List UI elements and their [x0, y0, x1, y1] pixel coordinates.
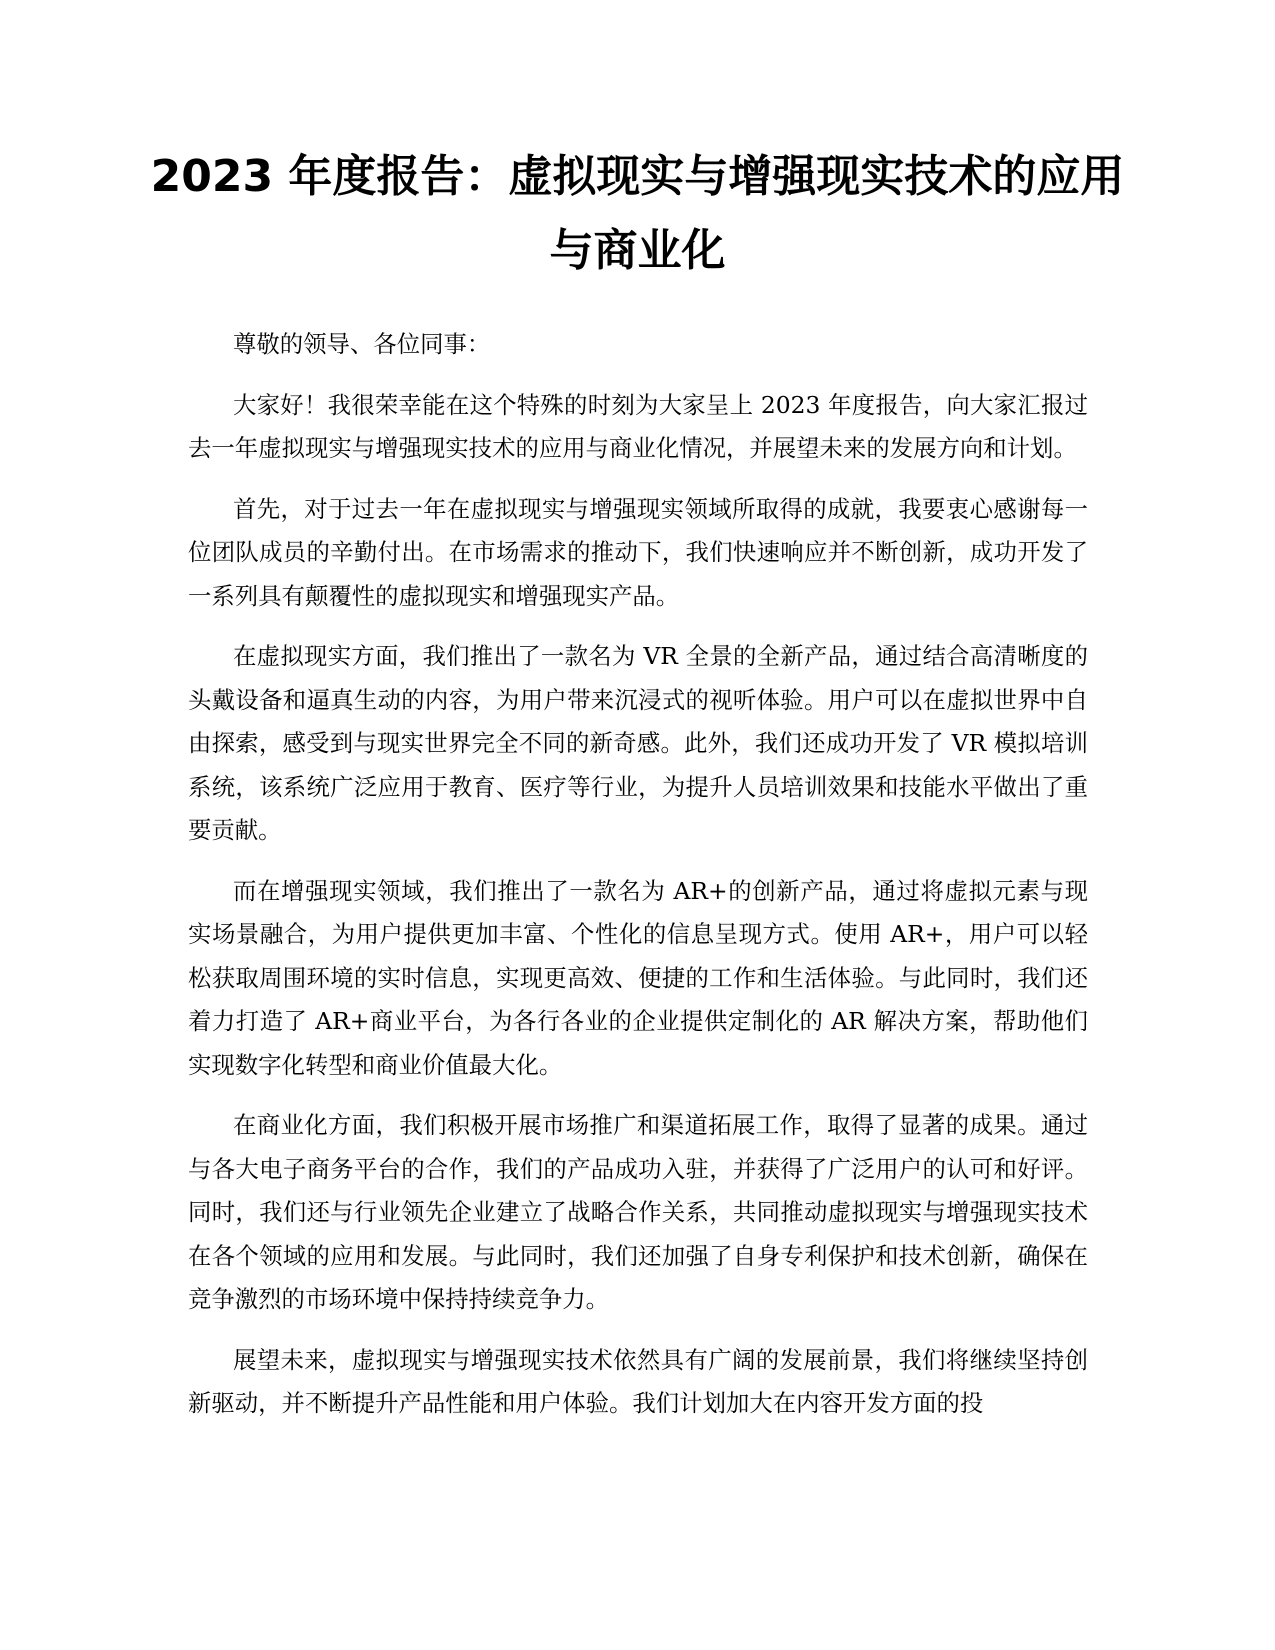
ar-paragraph: 而在增强现实领域，我们推出了一款名为 AR+的创新产品，通过将虚拟元素与现实场景融合，为用户提供更加丰富、个性化的信息呈现方式。使用 AR+，用户可以轻松获取周围环境的实时信息，实现更高效、便捷的工作和生活体验。与此同时，我们还着力打造了 AR+商业平台，为各行各业的企业提供定制化的 AR 解决方案，帮助他们实现数字化转型和商业价值最大化。 — [188, 876, 1088, 1079]
achievements-paragraph: 首先，对于过去一年在虚拟现实与增强现实领域所取得的成就，我要衷心感谢每一位团队成员的辛勤付出。在市场需求的推动下，我们快速响应并不断创新，成功开发了一系列具有颠覆性的虚拟现实和增强现实产品。 — [188, 494, 1088, 610]
vr-paragraph: 在虚拟现实方面，我们推出了一款名为 VR 全景的全新产品，通过结合高清晰度的头戴设备和逼真生动的内容，为用户带来沉浸式的视听体验。用户可以在虚拟世界中自由探索，感受到与现实世界完全不同的新奇感。此外，我们还成功开发了 VR 模拟培训系统，该系统广泛应用于教育、医疗等行业，为提升人员培训效果和技能水平做出了重要贡献。 — [188, 642, 1088, 844]
greeting-paragraph: 大家好！我很荣幸能在这个特殊的时刻为大家呈上 2023 年度报告，向大家汇报过去一年虚拟现实与增强现实技术的应用与商业化情况，并展望未来的发展方向和计划。 — [188, 390, 1088, 462]
salutation-paragraph: 尊敬的领导、各位同事： — [233, 330, 491, 358]
document-title: 2023 年度报告：虚拟现实与增强现实技术的应用与商业化 — [150, 151, 1125, 276]
document-body — [188, 323, 1088, 1443]
outlook-paragraph: 展望未来，虚拟现实与增强现实技术依然具有广阔的发展前景，我们将继续坚持创新驱动，并不断提升产品性能和用户体验。我们计划加大在内容开发方面的投 — [188, 1345, 1088, 1417]
commercialization-paragraph: 在商业化方面，我们积极开展市场推广和渠道拓展工作，取得了显著的成果。通过与各大电子商务平台的合作，我们的产品成功入驻，并获得了广泛用户的认可和好评。同时，我们还与行业领先企业建立了战略合作关系，共同推动虚拟现实与增强现实技术在各个领域的应用和发展。与此同时，我们还加强了自身专利保护和技术创新，确保在竞争激烈的市场环境中保持持续竞争力。 — [188, 1111, 1088, 1313]
